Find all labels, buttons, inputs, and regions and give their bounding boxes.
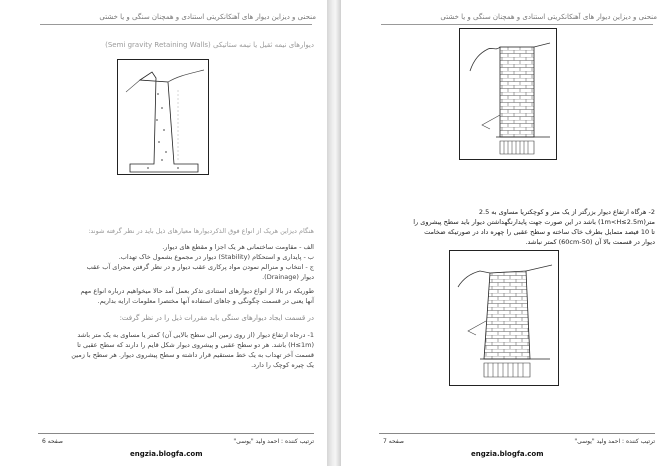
footer-rule: [379, 433, 655, 434]
stone-wall-figure-1: [459, 28, 557, 160]
criterion-c-cont: دیوار (Drainage).: [262, 273, 314, 281]
website-link[interactable]: engzia.blogfa.com: [130, 450, 203, 458]
footer-author: ترتیب کننده : احمد ولید "یوسی": [233, 438, 314, 445]
right-page: [341, 0, 669, 466]
summary-paragraph: طوریکه در بالا از انواع دیوارهای استنادی تذکر بعمل آمد حالا میخواهیم درباره انواع مهم آنها یعنی در قسمت چگونگی و جاهای استفاده آنها مختصرا معلومات ارایه بداریم.: [80, 287, 314, 305]
section-title: دیوارهای نیمه ثقیل یا نیمه ستاتیکی (Semi gravity Retaining Walls): [105, 41, 314, 49]
page-number: صفحه 6: [42, 438, 63, 445]
point-two-paragraph: 2- هرگاه ارتفاع دیوار بزرگتر از یک متر و کوچکتریا مساوی به 2.5 متر(1m<H≤2.5m) باشد در این صورت جهت پایدارنگهداشتن دیوار باید سطح پیشروی را تا 10 فیصد متمایل بطرف خاک ساخته و سطح عقبی را چهره داد در صورتیکه ضخامت دیوار در قسمت بالا آن (50-60cm) کمتر نباشد.: [413, 208, 655, 246]
semi-gravity-wall-figure: [117, 59, 209, 175]
stability-intro: هنگام دیزاین هریک از انواع فوق الذکردیوارها معیارهای ذیل باید در نظر گرفته شوند:: [88, 227, 314, 235]
page-number: صفحه 7: [383, 438, 404, 445]
left-page: [0, 0, 328, 466]
point-one-paragraph: 1- درجاه ارتفاع دیوار (از روی زمین الی سطح بالایی آن) کمتر یا مساوی به یک متر باشد (H≤1m) باشد. هر دو سطح عقبی و پیشروی دیوار شکل قایم را دارند که سطح عقبی تا قسمت آخر تهداب به یک خط مستقیم قرار داشته و سطح پیشروی دیوار. هر سطح با زمین یک چیره کوچک را دارد.: [71, 331, 314, 369]
running-header: منحنی و دیزاین دیوار های آهنکانکریتی استنادی و همچنان سنگی و یا خشتی: [440, 13, 657, 21]
footer-author: ترتیب کننده : احمد ولید "یوسی": [574, 438, 655, 445]
criterion-a: الف - مقاومت ساختمانی هر یک اجزا و مقطع های دیوار.: [162, 243, 314, 251]
header-rule: [40, 24, 312, 25]
stone-walls-heading: در قسمت ایجاد دیوارهای سنگی باید مقررات ذیل را در نظر گرفت:: [119, 314, 314, 322]
footer-rule: [38, 433, 314, 434]
criteria-list: [24, 242, 314, 282]
stone-wall-drawing-2: [450, 251, 558, 385]
book-gutter: [327, 0, 341, 466]
running-header: منحنی و دیزاین دیوار های آهنکانکریتی استنادی و همچنان سنگی و یا خشتی: [99, 13, 316, 21]
header-rule: [381, 24, 653, 25]
website-link[interactable]: engzia.blogfa.com: [471, 450, 544, 458]
stone-wall-figure-2: [449, 250, 559, 386]
criterion-b: ب - پایداری و استحکام (Stability) دیوار در مجموع بشمول خاک تهداب.: [118, 253, 314, 261]
stone-wall-drawing-1: [460, 29, 556, 159]
criterion-c: ج - انتخاب و منرالم نمودن مواد پرکاری عقب دیوار و در نظر گرفتن مجرای آب عقب: [86, 263, 314, 271]
semi-gravity-wall-drawing: [118, 60, 208, 174]
